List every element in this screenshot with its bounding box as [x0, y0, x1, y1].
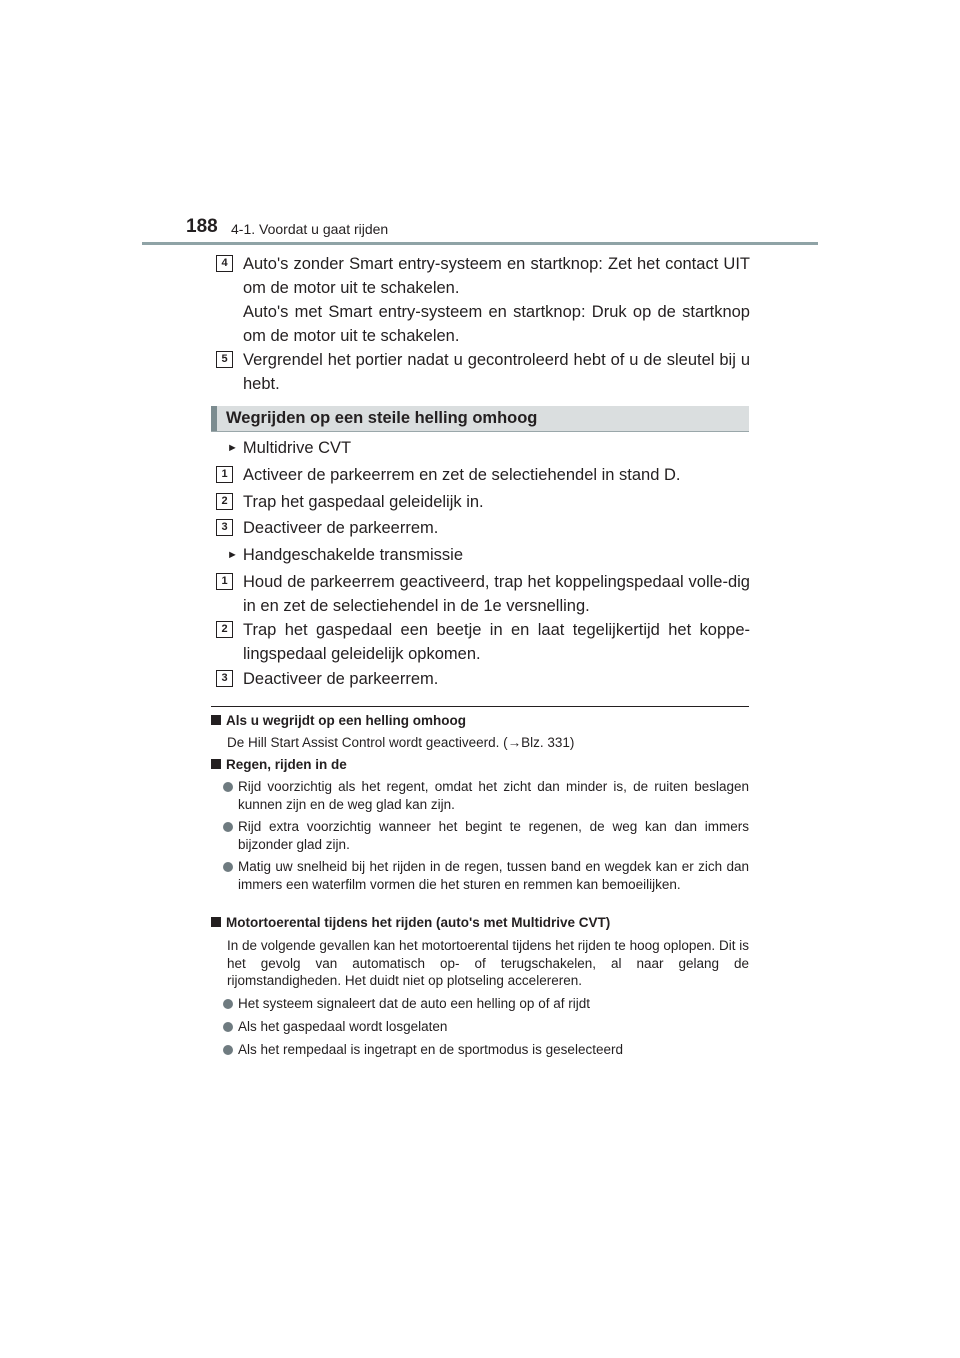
triangle-right-icon: ► — [227, 549, 238, 561]
condition-manual — [227, 543, 463, 567]
note-heading-text: Motortoerental tijdens het rijden (auto's met Multidrive CVT) — [226, 915, 611, 930]
step-5 — [216, 348, 750, 396]
triangle-right-icon: ► — [227, 442, 238, 454]
step-text: Deactiveer de parkeerrem. — [243, 670, 439, 688]
condition-cvt — [227, 436, 351, 460]
condition-label: Multidrive CVT — [242, 439, 352, 457]
step-text: Deactiveer de parkeerrem. — [243, 519, 439, 537]
bullet-dot-icon — [223, 999, 233, 1009]
note-heading-hill — [211, 713, 466, 728]
section-title: 4-1. Voordat u gaat rijden — [231, 221, 389, 237]
bullet-dot-icon — [223, 1022, 233, 1032]
section-banner — [211, 406, 749, 432]
step-text: Auto's zonder Smart entry-systeem en startknop: Zet het contact UIT om de motor uit te schakelen. — [243, 255, 750, 297]
notes-divider — [211, 706, 749, 707]
bullet-text: Als het rempedaal is ingetrapt en de sportmodus is geselecteerd — [238, 1042, 623, 1057]
square-bullet-icon — [211, 917, 221, 927]
square-bullet-icon — [211, 715, 221, 725]
rpm-bullet-2 — [221, 1018, 749, 1036]
bullet-text: Als het gaspedaal wordt losgelaten — [238, 1019, 448, 1034]
step-text: Trap het gaspedaal geleidelijk in. — [243, 493, 484, 511]
banner-title: Wegrijden op een steile helling omhoog — [226, 409, 538, 427]
note-body-hill: De Hill Start Assist Control wordt geactiveerd. (→Blz. 331) — [227, 735, 575, 750]
step-badge: 2 — [216, 621, 233, 638]
step-badge: 5 — [216, 351, 233, 368]
step-badge: 1 — [216, 466, 233, 483]
step-4 — [216, 252, 750, 300]
bullet-text: Rijd extra voorzichtig wanneer het begint te regenen, de weg kan dan immers bijzonder glad zijn. — [238, 819, 749, 852]
condition-label: Handgeschakelde transmissie — [242, 546, 464, 564]
note-body-rpm: In de volgende gevallen kan het motortoerental tijdens het rijden te hoog oplopen. Dit is het gevolg van automatisch op- of terugschakelen, al naar gelang de rijomstandigheden. Het duidt niet op plotseling accelereren. — [227, 938, 749, 988]
step-badge: 3 — [216, 670, 233, 687]
note-heading-text: Als u wegrijdt op een helling omhoog — [226, 713, 467, 728]
banner-accent-bar — [211, 406, 217, 431]
rain-bullet-1 — [221, 778, 749, 813]
cvt-step-3 — [216, 516, 750, 540]
step-text: Auto's met Smart entry-systeem en startknop: Druk op de startknop om de motor uit te schakelen. — [243, 303, 750, 345]
step-badge: 1 — [216, 573, 233, 590]
step-text: Houd de parkeerrem geactiveerd, trap het koppelingspedaal volle-dig in en zet de selectiehendel in de 1e versnelling. — [243, 573, 750, 615]
step-badge: 2 — [216, 493, 233, 510]
cvt-step-2 — [216, 490, 750, 514]
header-divider — [142, 242, 818, 245]
note-heading-text: Regen, rijden in de — [226, 757, 347, 772]
bullet-dot-icon — [223, 862, 233, 872]
bullet-dot-icon — [223, 782, 233, 792]
step-badge: 3 — [216, 519, 233, 536]
bullet-text: Matig uw snelheid bij het rijden in de regen, tussen band en wegdek kan er zich dan immers een waterfilm vormen die het sturen en remmen kan bemoeilijken. — [238, 859, 749, 892]
step-badge: 4 — [216, 255, 233, 272]
bullet-text: Rijd voorzichtig als het regent, omdat het zicht dan minder is, de ruiten beslagen kunnen zijn en de weg glad kan zijn. — [238, 779, 749, 812]
manual-step-1 — [216, 570, 750, 618]
bullet-dot-icon — [223, 822, 233, 832]
step-text: Trap het gaspedaal een beetje in en laat tegelijkertijd het koppe-lingspedaal geleidelijk opkomen. — [243, 621, 750, 663]
bullet-text: Het systeem signaleert dat de auto een helling op of af rijdt — [238, 996, 590, 1011]
step-text: Activeer de parkeerrem en zet de selectiehendel in stand D. — [243, 466, 681, 484]
cvt-step-1 — [216, 463, 750, 487]
bullet-dot-icon — [223, 1045, 233, 1055]
manual-step-2 — [216, 618, 750, 666]
step-4-alt — [216, 300, 750, 348]
note-heading-rpm — [211, 915, 610, 930]
rpm-bullet-3 — [221, 1041, 749, 1059]
step-text: Vergrendel het portier nadat u gecontroleerd hebt of u de sleutel bij u hebt. — [243, 351, 750, 393]
page-number: 188 — [186, 216, 218, 237]
square-bullet-icon — [211, 759, 221, 769]
rpm-bullet-1 — [221, 995, 749, 1013]
note-heading-rain — [211, 757, 347, 772]
rain-bullet-3 — [221, 858, 749, 893]
manual-step-3 — [216, 667, 750, 691]
rain-bullet-2 — [221, 818, 749, 853]
